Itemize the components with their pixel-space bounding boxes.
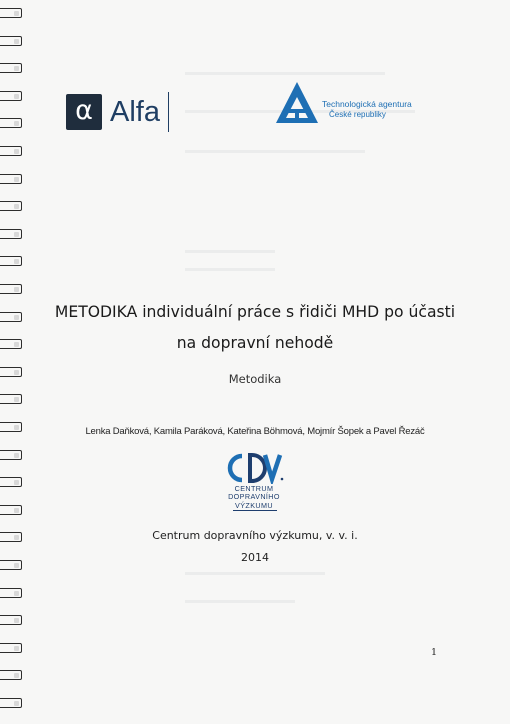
tacr-logo	[274, 81, 444, 127]
cdv-line2: DOPRAVNÍHO	[228, 492, 280, 502]
binding-hole	[14, 204, 19, 209]
tacr-triangle-icon	[274, 81, 320, 127]
cdv-wordmark	[214, 485, 294, 510]
binding-hole	[14, 259, 19, 264]
binding-hole	[14, 397, 19, 402]
institute-name: Centrum dopravního výzkumu, v. v. i.	[152, 529, 358, 542]
binding-hole	[14, 177, 19, 182]
authors: Lenka Daňková, Kamila Paráková, Kateřina Böhmová, Mojmír Šopek a Pavel Řezáč	[85, 426, 425, 437]
binding-hole	[14, 121, 19, 126]
alfa-divider	[168, 92, 169, 132]
cdv-line3: VÝZKUMU	[235, 500, 273, 510]
alfa-mark-glyph: α	[75, 94, 93, 126]
binding-hole	[14, 480, 19, 485]
binding-hole	[14, 11, 19, 16]
binding-hole	[14, 232, 19, 237]
spiral-binding	[0, 0, 26, 724]
bleed-through-line	[185, 250, 275, 253]
binding-hole	[14, 701, 19, 706]
alfa-name: Alfa	[110, 95, 160, 128]
publication-year: 2014	[241, 551, 269, 564]
binding-hole	[14, 618, 19, 623]
page-number: 1	[431, 647, 438, 658]
binding-hole	[14, 39, 19, 44]
alfa-logo	[66, 92, 169, 132]
binding-hole	[14, 287, 19, 292]
binding-hole	[14, 646, 19, 651]
bleed-through-line	[185, 72, 385, 75]
bleed-through-line	[185, 600, 295, 603]
cdv-mark-icon	[214, 452, 294, 484]
bleed-through-line	[185, 150, 365, 153]
cdv-logo	[214, 452, 294, 514]
document-title-line2: na dopravní nehodě	[176, 334, 334, 352]
tacr-name-line2: České republiky	[329, 110, 386, 119]
binding-hole	[14, 66, 19, 71]
binding-hole	[14, 591, 19, 596]
binding-hole	[14, 508, 19, 513]
cdv-underline	[233, 510, 277, 511]
document-title-line1: METODIKA individuální práce s řidiči MHD po účasti	[54, 303, 456, 321]
document-type: Metodika	[228, 372, 282, 386]
alfa-mark-icon	[66, 94, 102, 130]
binding-hole	[14, 94, 19, 99]
binding-hole	[14, 673, 19, 678]
bleed-through-line	[185, 268, 275, 271]
bleed-through-line	[185, 572, 325, 575]
binding-hole	[14, 149, 19, 154]
binding-hole	[14, 453, 19, 458]
tacr-name-line1: Technologická agentura	[322, 99, 412, 109]
cdv-line1: CENTRUM	[234, 484, 274, 493]
